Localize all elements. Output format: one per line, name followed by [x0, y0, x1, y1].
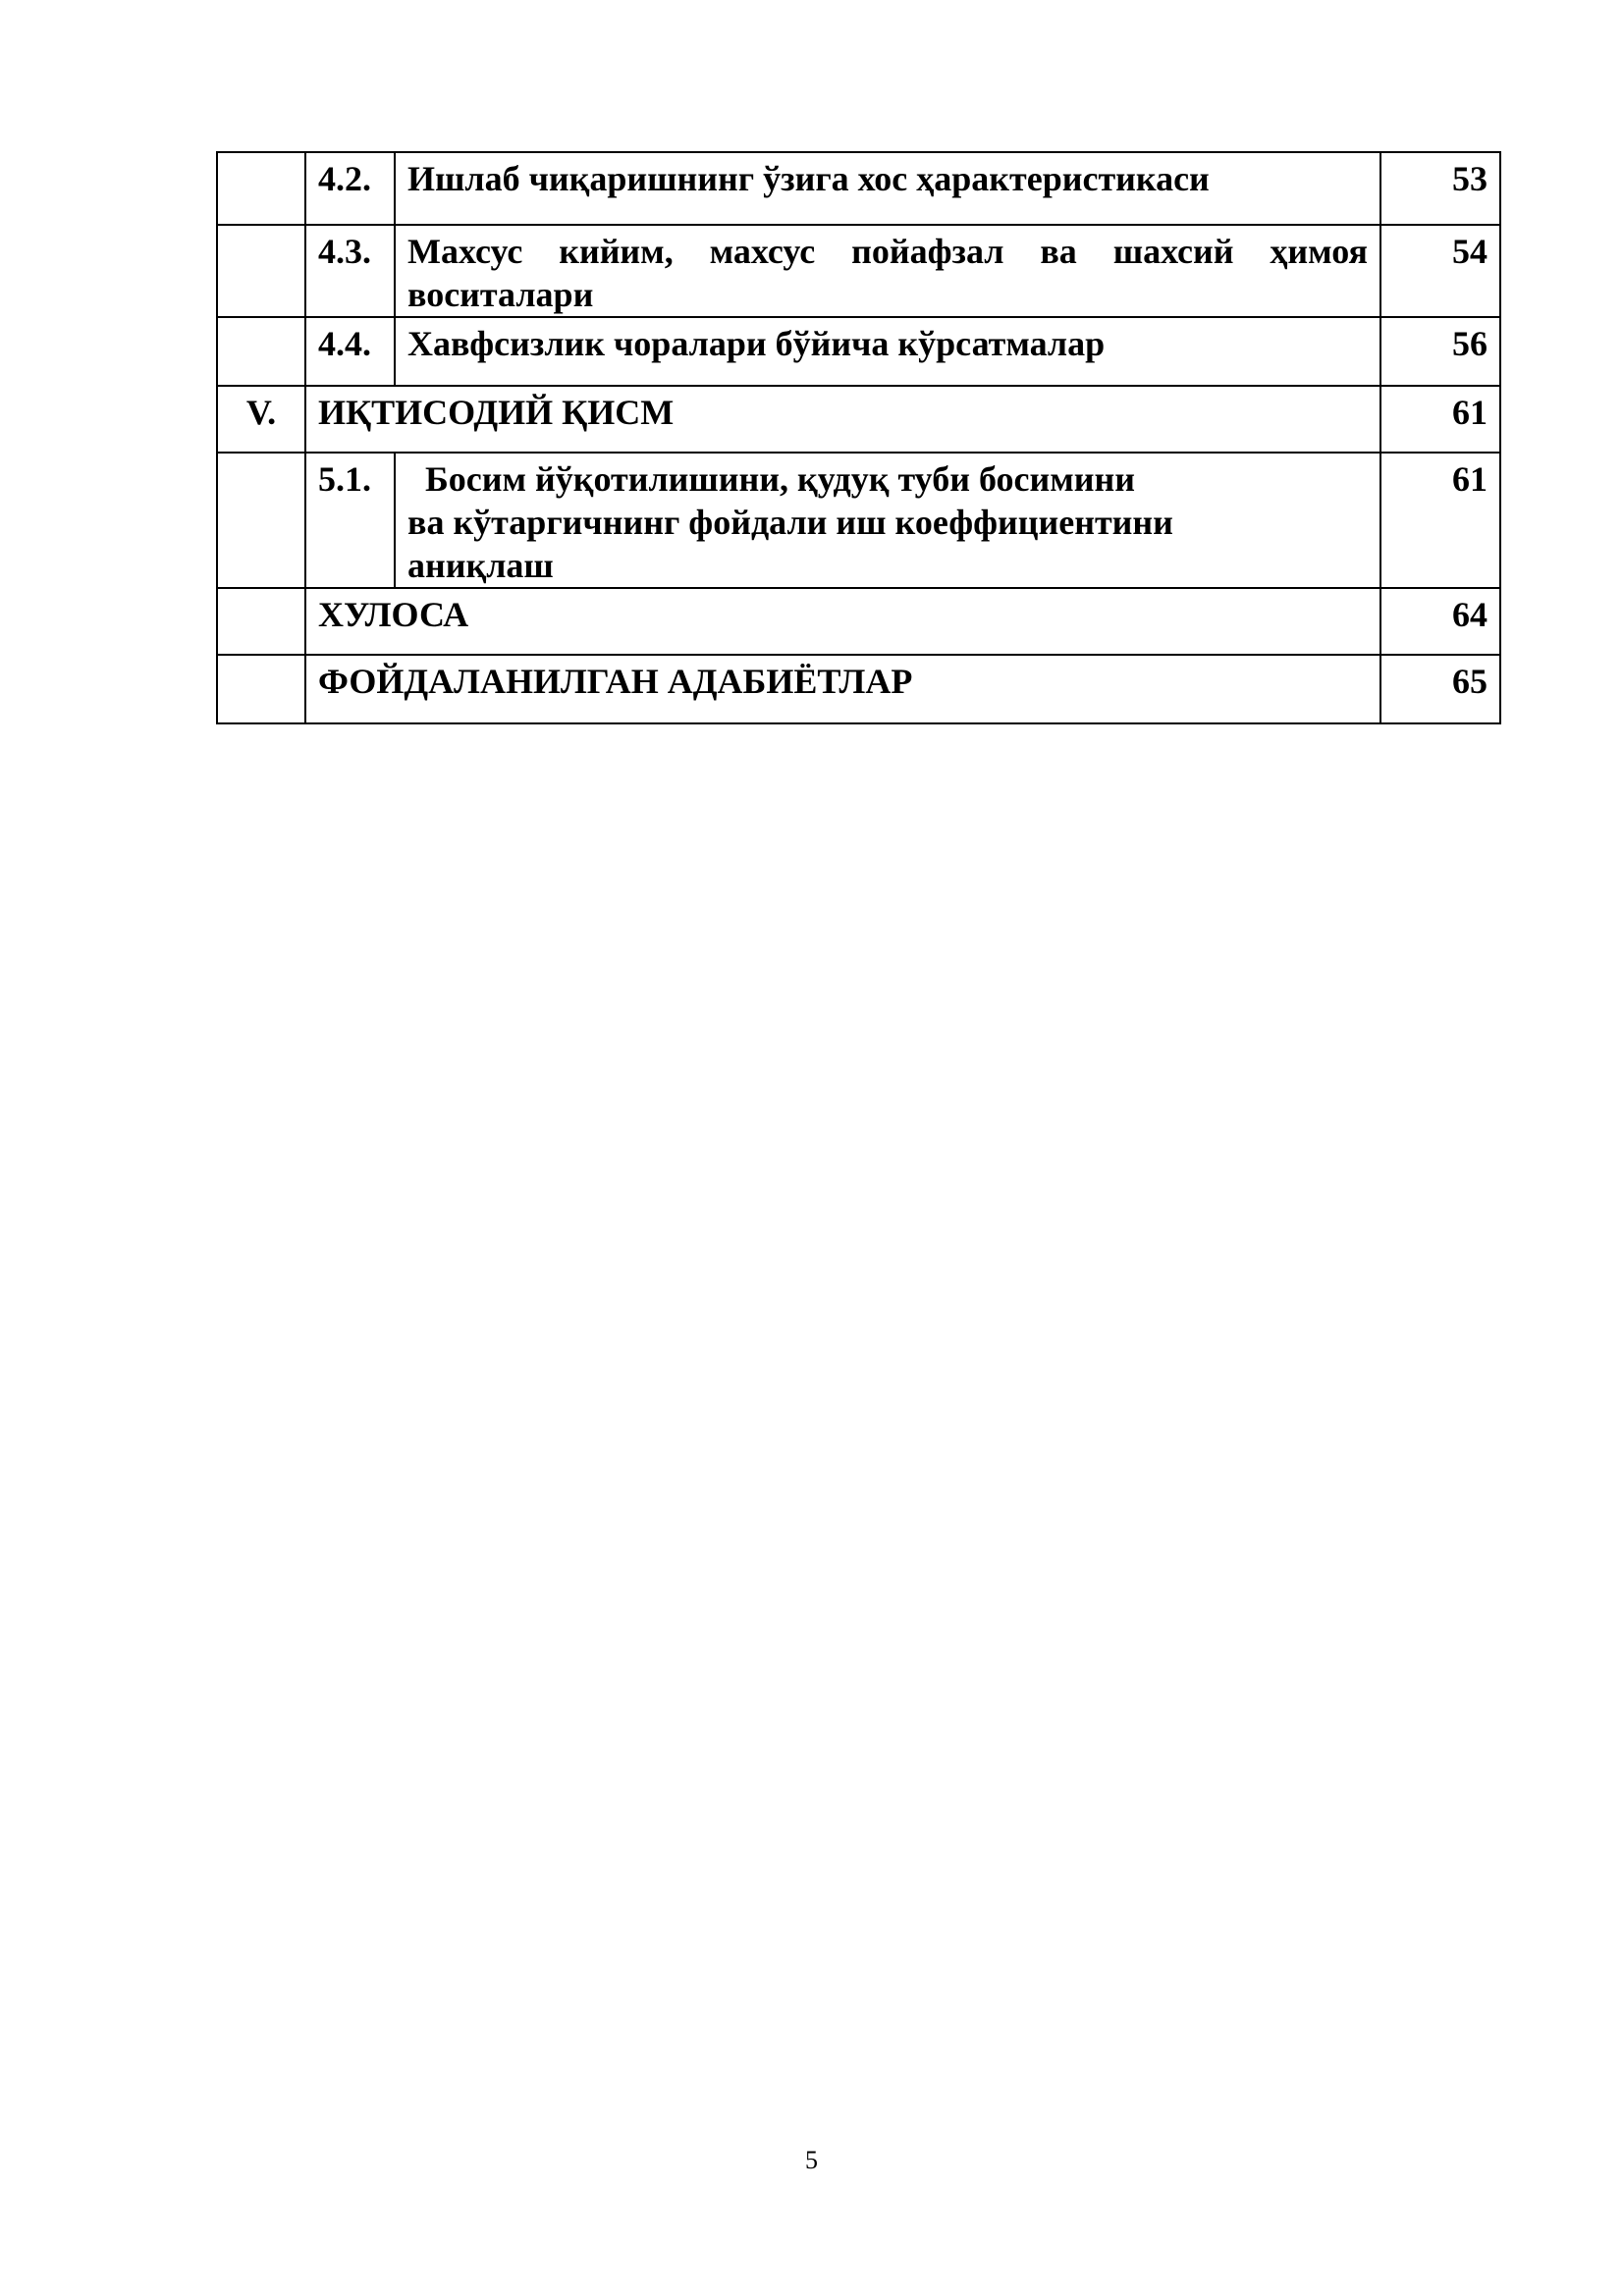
page-number-cell: 65	[1380, 655, 1500, 723]
section-number-cell: 4.2.	[305, 152, 395, 225]
section-title-cell: Хавфсизлик чоралари бўйича кўрсатмалар	[395, 317, 1380, 386]
table-row	[217, 317, 1500, 386]
section-title-line: ва кўтаргичнинг фойдали иш коеффициентини	[407, 503, 1173, 542]
page-number-cell: 61	[1380, 453, 1500, 588]
page-number-cell: 54	[1380, 225, 1500, 317]
section-number-cell: 4.3.	[305, 225, 395, 317]
table-row	[217, 152, 1500, 225]
page-number-cell: 61	[1380, 386, 1500, 453]
section-title-cell: ХУЛОСА	[305, 588, 1380, 655]
section-title-cell	[395, 453, 1380, 588]
section-roman-cell	[217, 225, 305, 317]
table-of-contents	[216, 151, 1501, 724]
section-title-line: аниқлаш	[407, 546, 554, 585]
table-row	[217, 386, 1500, 453]
section-title-cell: Махсус кийим, махсус пойафзал ва шахсий ҳимоя воситалари	[395, 225, 1380, 317]
section-roman-cell	[217, 453, 305, 588]
section-title-line: Босим йўқотилишини, қудуқ туби босимини	[425, 459, 1135, 499]
section-title-cell: ИҚТИСОДИЙ ҚИСМ	[305, 386, 1380, 453]
section-roman-cell	[217, 588, 305, 655]
page-number-cell: 53	[1380, 152, 1500, 225]
table-row	[217, 588, 1500, 655]
section-roman-cell	[217, 152, 305, 225]
table-row	[217, 453, 1500, 588]
page-number-cell: 56	[1380, 317, 1500, 386]
section-number-cell: 5.1.	[305, 453, 395, 588]
section-roman-cell	[217, 655, 305, 723]
section-roman-cell: V.	[217, 386, 305, 453]
page-number-footer: 5	[805, 2146, 818, 2174]
section-roman-cell	[217, 317, 305, 386]
table-row	[217, 225, 1500, 317]
table-row	[217, 655, 1500, 723]
section-number-cell: 4.4.	[305, 317, 395, 386]
section-title-cell: Ишлаб чиқаришнинг ўзига хос ҳарактеристикаси	[395, 152, 1380, 225]
page-number-cell: 64	[1380, 588, 1500, 655]
section-title-cell: ФОЙДАЛАНИЛГАН АДАБИЁТЛАР	[305, 655, 1380, 723]
